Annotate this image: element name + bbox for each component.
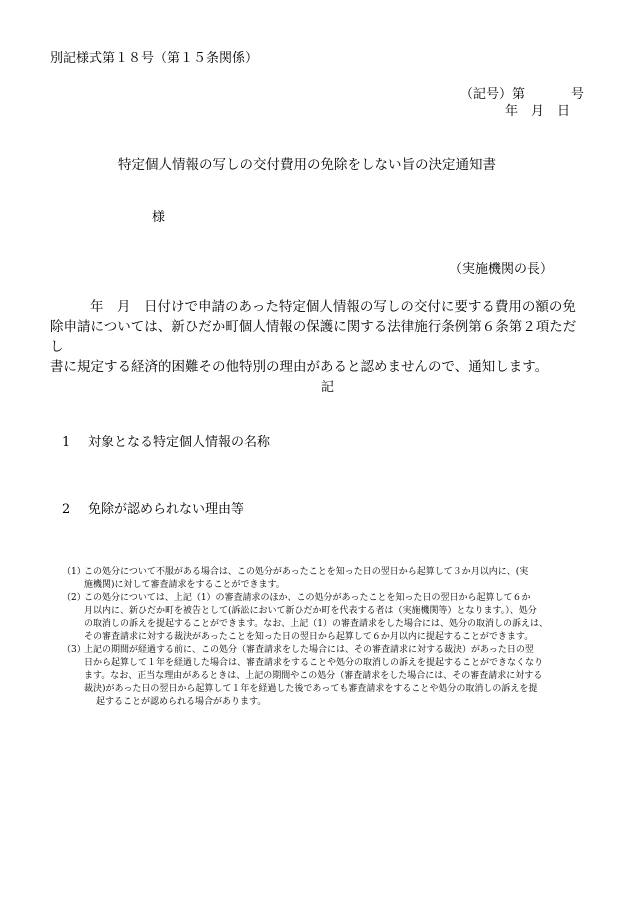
issue-date-line	[505, 100, 570, 119]
date-day: 日	[557, 104, 571, 119]
note-line: 施機関)に対して審査請求をすることができます。	[84, 580, 285, 590]
body-line-3: 書に規定する経済的困難その他特別の理由があると認めませんので、通知します。	[50, 359, 549, 375]
note-3	[62, 644, 592, 709]
date-month: 月	[531, 104, 545, 119]
document-number-prefix: （記号）第	[460, 87, 526, 102]
note-line: その審査請求に対する裁決があったことを知った日の翌日から起算して６か月以内に提起することができます。	[84, 632, 534, 642]
form-number: 別記様式第１８号（第１５条関係）	[50, 51, 259, 66]
ki-heading: 記	[321, 380, 335, 395]
item-target-info-name	[62, 431, 270, 450]
note-line: 上記の期間が経過する前に、この処分（審査請求をした場合には、その審査請求に対する裁決）があった日の翌	[84, 645, 534, 655]
note-label: （3）	[62, 645, 86, 655]
body-line-1: 年 月 日付けで申請のあった特定個人情報の写しの交付に要する費用の額の免	[90, 299, 576, 315]
appeal-notes	[62, 566, 592, 709]
item-label: 免除が認められない理由等	[88, 502, 245, 517]
note-line: 月以内に、新ひだか町を被告として(訴訟において新ひだか町を代表する者は（実施機関等）となります。）、処分	[84, 606, 537, 616]
note-line: この処分については、上記（1）の審査請求のほか、この処分があったことを知った日の翌日から起算して６か	[84, 593, 531, 603]
note-2	[62, 592, 592, 644]
note-line: この処分について不服がある場合は、この処分があったことを知った日の翌日から起算して３か月以内に、(実	[84, 567, 529, 577]
notice-body	[50, 297, 586, 377]
body-line-2: 除申請については、新ひだか町個人情報の保護に関する法律施行条例第６条第２項ただし	[50, 319, 577, 355]
document-title: 特定個人情報の写しの交付費用の免除をしない旨の決定通知書	[118, 157, 496, 173]
note-1	[62, 566, 592, 592]
addressee-honorific: 様	[152, 210, 166, 225]
note-line: 起することが認められる場合があります。	[96, 697, 267, 707]
document-number-suffix: 号	[571, 87, 585, 102]
note-line: の取消しの訴えを提起することができます。なお、上記（1）の審査請求をした場合には、処分の取消しの訴えは、	[84, 619, 549, 629]
note-line: 日から起算して１年を経過した場合は、審査請求をすることや処分の取消しの訴えを提起することができなくなり	[84, 658, 544, 668]
item-number: 1	[62, 435, 71, 450]
note-line: ます。なお、正当な理由があるときは、上記の期間やこの処分（審査請求をした場合には、その審査請求に対する	[84, 671, 543, 681]
date-year: 年	[505, 104, 519, 119]
item-number: 2	[62, 502, 71, 517]
note-label: （1）	[62, 567, 86, 577]
note-line: 裁決)があった日の翌日から起算して１年を経過した後であっても審査請求をすることや処分の取消しの訴えを提	[84, 684, 538, 694]
note-label: （2）	[62, 593, 86, 603]
item-label: 対象となる特定個人情報の名称	[88, 435, 271, 450]
sender-authority: （実施機関の長）	[449, 262, 554, 277]
item-refusal-reason	[62, 498, 244, 517]
